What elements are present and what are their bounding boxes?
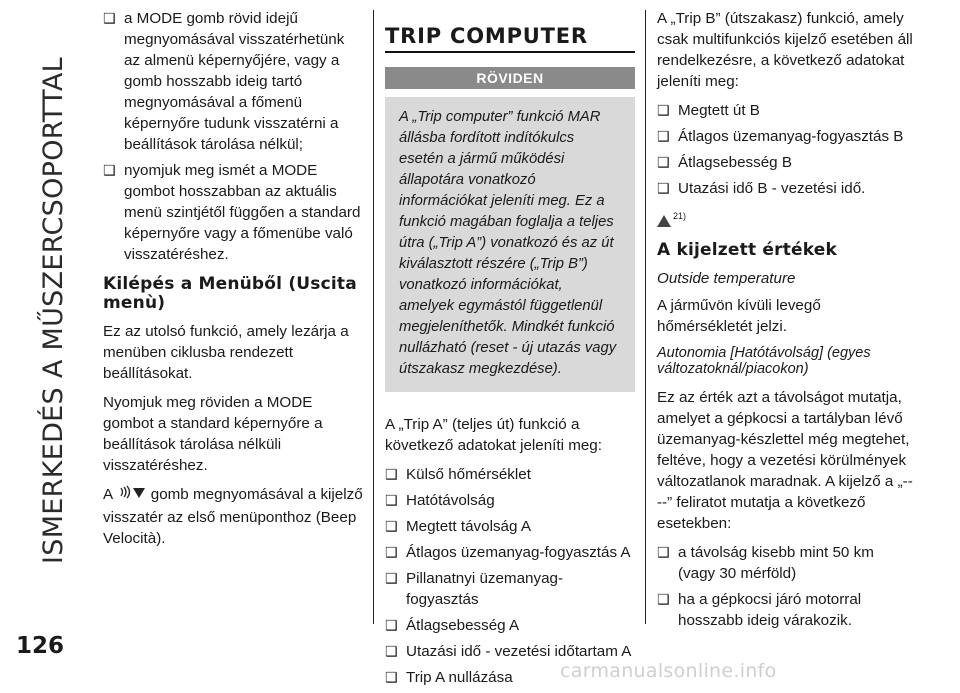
subheading: Outside temperature xyxy=(657,270,796,287)
list-item: ❑ Megtett út B xyxy=(657,100,913,121)
list-item: ❑ Pillanatnyi üzemanyag-fogyasztás xyxy=(385,568,635,610)
warning-reference xyxy=(657,206,686,227)
list-item: ❑ Trip A nullázása xyxy=(385,667,635,688)
section-heading-exit-menu: Kilépés a Menüből (Uscita menù) xyxy=(103,274,357,313)
paragraph-prefix: A xyxy=(103,486,113,503)
paragraph: Ez az utolsó funkció, amely lezárja a menüben ciklusba rendezett beállításokat. xyxy=(103,323,349,382)
section-heading-displayed-values: A kijelzett értékek xyxy=(657,240,838,260)
paragraph-suffix: gomb megnyomásával a kijelző visszatér az első menüponthoz (Beep Velocità). xyxy=(103,486,363,547)
paragraph: A „Trip A” (teljes út) funkció a következő adatokat jeleníti meg: xyxy=(385,416,602,454)
paragraph: A járművön kívüli levegő hőmérsékletét jelzi. xyxy=(657,297,821,335)
warning-triangle-icon xyxy=(657,215,671,227)
column-2 xyxy=(385,8,635,693)
section-title-trip-computer: TRIP COMPUTER xyxy=(385,26,635,53)
column-divider xyxy=(373,10,374,624)
warning-ref-number: 21) xyxy=(673,211,687,221)
list-item: ❑ ha a gépkocsi járó motorral hosszabb ideig várakozik. xyxy=(657,589,913,631)
column-1 xyxy=(103,8,363,557)
paragraph: Nyomjuk meg röviden a MODE gombot a standard képernyőre a beállítások tárolása nélküli visszatéréshez. xyxy=(103,394,323,474)
paragraph: Ez az érték azt a távolságot mutatja, amelyet a gépkocsi a tartályban lévő üzemanyag-készlettel még megtehet, feltéve, hogy a vezetési körülmények változatlanok maradnak. A kijelző a „----” feliratot mutatja a következő esetekben: xyxy=(657,389,913,532)
column-3 xyxy=(657,8,913,636)
list-item: ❑ nyomjuk meg ismét a MODE gombot hosszabban az aktuális menü szintjétől függően a standard képernyőre vagy a főmenübe való visszatéréshez. xyxy=(103,160,363,265)
list-item: ❑ Átlagsebesség A xyxy=(385,615,635,636)
list-item: ❑ Utazási idő - vezetési időtartam A xyxy=(385,641,635,662)
summary-box: A „Trip computer” funkció MAR állásba fordított indítókulcs esetén a jármű működési állapotára vonatkozó információkat jeleníti meg. Ez a funkció magában foglalja a teljes útra („Trip A”) vonatkozó és az út kiválasztott részére („Trip B”) vonatkozó információkat, amelyek egymástól függetlenül megjeleníthetők. Mindkét funkció nullázható (reset - új utazás vagy útszakasz megkezdése). xyxy=(385,97,635,392)
list-item: ❑ a MODE gomb rövid idejű megnyomásával visszatérhetünk az almenü képernyőjére, vagy a gomb hosszabb ideig tartó megnyomásával a főmenü képernyőre tudunk visszatérni a beállítások tárolása nélkül; xyxy=(103,8,363,155)
subheading: Autonomia [Hatótávolság] (egyes változatoknál/piacokon) xyxy=(657,345,871,377)
page-number: 126 xyxy=(16,633,65,659)
chapter-title-vertical xyxy=(8,10,98,610)
list-item: ❑ Külső hőmérséklet xyxy=(385,464,635,485)
summary-ribbon: RÖVIDEN xyxy=(385,67,635,89)
column-divider xyxy=(645,10,646,624)
list-item: ❑ Átlagos üzemanyag-fogyasztás A xyxy=(385,542,635,563)
paragraph: A „Trip B” (útszakasz) funkció, amely csak multifunkciós kijelző esetében áll rendelkezésre, a következő adatokat jeleníti meg: xyxy=(657,10,913,90)
list-item: ❑ Átlagos üzemanyag-fogyasztás B xyxy=(657,126,913,147)
watermark: carmanualsonline.info xyxy=(560,660,777,682)
paragraph xyxy=(103,484,363,549)
list-item: ❑ a távolság kisebb mint 50 km (vagy 30 mérföld) xyxy=(657,542,913,584)
steering-wheel-down-button-icon xyxy=(118,485,146,507)
list-item: ❑ Utazási idő B - vezetési idő. xyxy=(657,178,913,199)
list-item: ❑ Hatótávolság xyxy=(385,490,635,511)
list-item: ❑ Átlagsebesség B xyxy=(657,152,913,173)
chapter-title-text: ISMERKEDÉS A MŰSZERCSOPORTTAL xyxy=(37,56,69,564)
list-item: ❑ Megtett távolság A xyxy=(385,516,635,537)
